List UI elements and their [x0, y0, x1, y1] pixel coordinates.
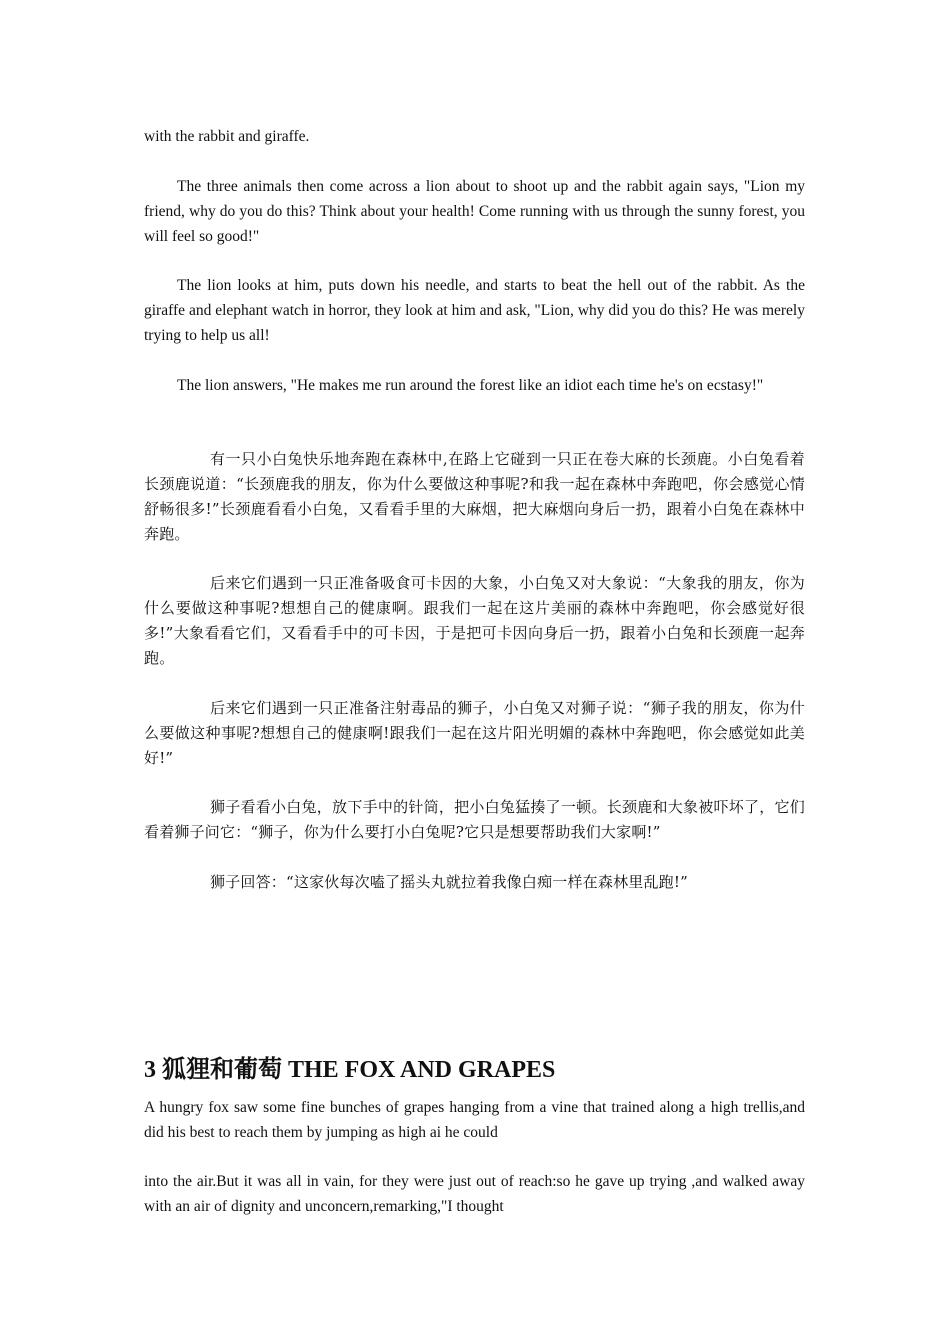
paragraph-fox-1: A hungry fox saw some fine bunches of grapes hanging from a vine that trained along a high trellis,and did his best to reach them by jumping as high ai he could — [144, 1099, 805, 1141]
paragraph-zh-giraffe: 有一只小白兔快乐地奔跑在森林中,在路上它碰到一只正在卷大麻的长颈鹿。小白兔看着长颈鹿说道：“长颈鹿我的朋友，你为什么要做这种事呢?和我一起在森林中奔跑吧，你会感觉心情舒畅很多!”长颈鹿看看小白兔，又看看手里的大麻烟，把大麻烟向身后一扔，跟着小白兔在森林中奔跑。 — [144, 450, 805, 543]
section-heading: 3 狐狸和葡萄 THE FOX AND GRAPES — [144, 1057, 556, 1083]
paragraph-zh-lion-beats: 狮子看看小白兔，放下手中的针筒，把小白兔猛揍了一顿。长颈鹿和大象被吓坏了，它们看着狮子问它：“狮子，你为什么要打小白兔呢?它只是想要帮助我们大家啊!” — [144, 798, 805, 841]
paragraph-fox-2: into the air.But it was all in vain, for they were just out of reach:so he gave up trying ,and walked away with an air of dignity and unconcern,remarking,"I thought — [144, 1173, 805, 1215]
paragraph-lion-answer: The lion answers, "He makes me run around the forest like an idiot each time he's on ecstasy!" — [177, 377, 764, 394]
paragraph-lion-beats-rabbit: The lion looks at him, puts down his needle, and starts to beat the hell out of the rabbit. As the giraffe and elephant watch in horror, they look at him and ask, "Lion, why did you do this? He was merely trying to help us all! — [144, 277, 805, 344]
paragraph-lion-encounter: The three animals then come across a lion about to shoot up and the rabbit again says, "Lion my friend, why do you do this? Think about your health! Come running with us through the sunny forest, you will feel so good!" — [144, 178, 805, 245]
paragraph-continuation: with the rabbit and giraffe. — [144, 128, 310, 145]
paragraph-zh-elephant: 后来它们遇到一只正准备吸食可卡因的大象，小白兔又对大象说：“大象我的朋友，你为什么要做这种事呢?想想自己的健康啊。跟我们一起在这片美丽的森林中奔跑吧，你会感觉好很多!”大象看看它们，又看看手中的可卡因，于是把可卡因向身后一扔，跟着小白兔和长颈鹿一起奔跑。 — [144, 574, 805, 667]
paragraph-zh-lion: 后来它们遇到一只正准备注射毒品的狮子，小白兔又对狮子说：“狮子我的朋友，你为什么要做这种事呢?想想自己的健康啊!跟我们一起在这片阳光明媚的森林中奔跑吧，你会感觉如此美好!” — [144, 699, 805, 767]
paragraph-zh-lion-answer: 狮子回答：“这家伙每次嗑了摇头丸就拉着我像白痴一样在森林里乱跑!” — [210, 873, 688, 891]
